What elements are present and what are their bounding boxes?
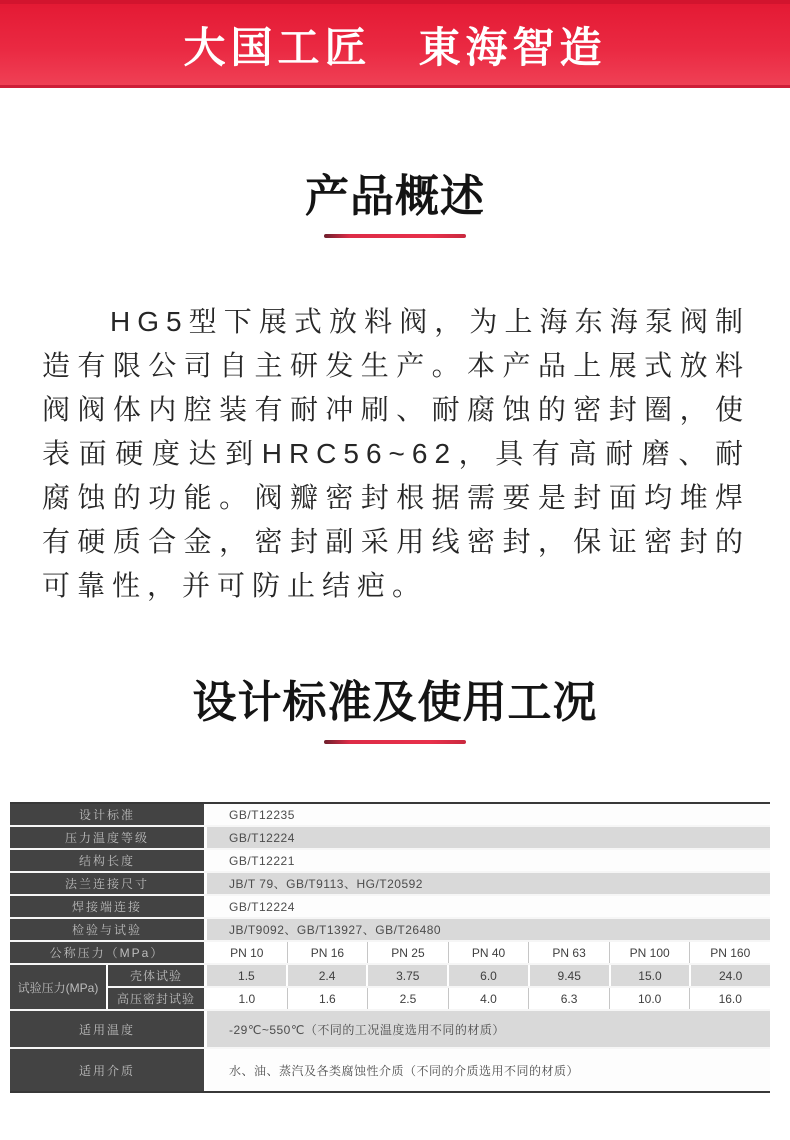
pn-column-header: PN 160: [710, 945, 751, 960]
value-cell: 1.6: [288, 988, 369, 1009]
row-value: 水、油、蒸汽及各类腐蚀性介质（不同的介质选用不同的材质）: [207, 1049, 770, 1091]
row-value: JB/T9092、GB/T13927、GB/T26480: [207, 919, 770, 940]
table-row-high-pressure-seal-test: [108, 988, 770, 1009]
row-value: -29℃~550℃（不同的工况温度选用不同的材质）: [207, 1011, 770, 1047]
value-cell: 2.5: [368, 988, 449, 1009]
section-overview: [0, 172, 790, 608]
value-cell: 2.4: [288, 965, 369, 986]
table-row-pressure-temp-rating: [10, 827, 770, 850]
row-value: GB/T12221: [207, 850, 770, 871]
row-label: 适用介质: [10, 1049, 207, 1091]
overview-title: 产品概述: [305, 172, 485, 221]
row-label: 壳体试验: [108, 965, 207, 986]
banner-title: 大国工匠 東海智造: [183, 23, 607, 71]
table-row-applicable-temperature: [10, 1011, 770, 1049]
row-value: GB/T12235: [207, 804, 770, 825]
value-cell: 6.0: [449, 965, 530, 986]
row-label: 检验与试验: [10, 919, 207, 940]
table-rowgroup-test-pressure: [10, 965, 770, 1011]
table-row-nominal-pressure: [10, 942, 770, 965]
pn-column-header: PN 10: [207, 942, 288, 963]
section-specs: [0, 678, 790, 1093]
value-cell: 15.0: [611, 965, 692, 986]
top-banner: [0, 0, 790, 88]
row-label: 高压密封试验: [108, 988, 207, 1009]
value-cell: 24.0: [718, 968, 743, 983]
table-row-weld-end-connection: [10, 896, 770, 919]
row-label: 法兰连接尺寸: [10, 873, 207, 894]
table-row-inspection-test: [10, 919, 770, 942]
pn-columns: [207, 942, 770, 963]
table-row-design-standard: [10, 804, 770, 827]
table-row-flange-dimensions: [10, 873, 770, 896]
table-row-structure-length: [10, 850, 770, 873]
row-label: 压力温度等级: [10, 827, 207, 848]
overview-paragraph: HG5型下展式放料阀，为上海东海泵阀制造有限公司自主研发生产。本产品上展式放料阀阀体内腔装有耐冲刷、耐腐蚀的密封圈，使表面硬度达到HRC56~62，具有高耐磨、耐腐蚀的功能。阀瓣密封根据需要是封面均堆焊有硬质合金，密封副采用线密封，保证密封的可靠性，并可防止结疤。: [42, 306, 750, 601]
row-value: JB/T 79、GB/T9113、HG/T20592: [207, 873, 770, 894]
pn-column-header: PN 25: [368, 942, 449, 963]
pn-column-header: PN 40: [449, 942, 530, 963]
shell-test-values: [207, 965, 770, 986]
spec-table: [10, 802, 770, 1093]
value-cell: 1.5: [207, 965, 288, 986]
value-cell: 10.0: [610, 988, 691, 1009]
specs-title-underline: [324, 740, 466, 744]
row-value: GB/T12224: [207, 827, 770, 848]
pn-column-header: PN 100: [610, 942, 691, 963]
row-value: GB/T12224: [207, 896, 770, 917]
row-label: 公称压力（MPa）: [10, 942, 207, 963]
row-label: 设计标准: [10, 804, 207, 825]
value-cell: 3.75: [368, 965, 449, 986]
row-label: 焊接端连接: [10, 896, 207, 917]
specs-title: 设计标准及使用工况: [192, 678, 598, 727]
value-cell: 6.3: [529, 988, 610, 1009]
value-cell: 16.0: [718, 991, 742, 1006]
value-cell: 9.45: [530, 965, 611, 986]
row-label: 结构长度: [10, 850, 207, 871]
test-pressure-label: 试验压力(MPa): [10, 965, 108, 1009]
row-label: 适用温度: [10, 1011, 207, 1047]
test-pressure-subrows: [108, 965, 770, 1009]
value-cell: 4.0: [449, 988, 530, 1009]
seal-test-values: [207, 988, 770, 1009]
value-cell: 1.0: [207, 988, 288, 1009]
overview-title-underline: [324, 234, 466, 238]
table-row-applicable-medium: [10, 1049, 770, 1091]
pn-column-header: PN 63: [529, 942, 610, 963]
table-row-shell-test: [108, 965, 770, 988]
pn-column-header: PN 16: [288, 942, 369, 963]
